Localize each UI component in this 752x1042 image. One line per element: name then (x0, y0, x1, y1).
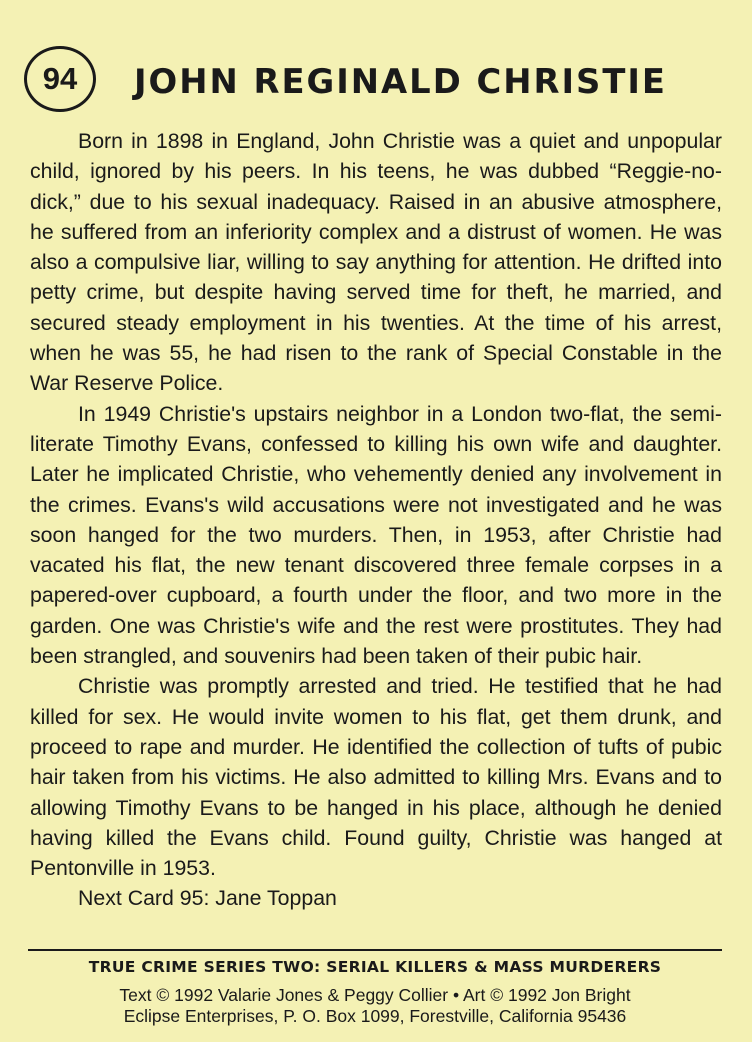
card-number: 94 (42, 61, 78, 96)
credits-line-2: Eclipse Enterprises, P. O. Box 1099, Forestville, California 95436 (123, 1006, 627, 1026)
paragraph-2: In 1949 Christie's upstairs neighbor in a London two-flat, the semi-literate Timothy Evans, confessed to killing his own wife and daughter. Later he implicated Christie, who vehemently denied any involvement in the crimes. Evans's wild accusations were not investigated and he was soon hanged for the two murders. Then, in 1953, after Christie had vacated his flat, the new tenant discovered three female corpses in a papered-over cupboard, a fourth under the floor, and two more in the garden. One was Christie's wife and the rest were prostitutes. They had been strangled, and souvenirs had been taken of their pubic hair. (30, 401, 722, 669)
credits (28, 985, 722, 1027)
next-card-note: Next Card 95: Jane Toppan (78, 886, 337, 911)
credits-line-1: Text © 1992 Valarie Jones & Peggy Collier • Art © 1992 Jon Bright (119, 985, 631, 1005)
footer-divider (28, 949, 722, 951)
paragraph-1: Born in 1898 in England, John Christie was a quiet and unpopular child, ignored by his peers. In his teens, he was dubbed “Reggie-no-dick,” due to his sexual inadequacy. Raised in an abusive atmosphere, he suffered from an inferiority complex and a distrust of women. He was also a compulsive liar, willing to say anything for attention. He drifted into petty crime, but despite having served time for theft, he married, and secured steady employment in his twenties. At the time of his arrest, when he was 55, he had risen to the rank of Special Constable in the War Reserve Police. (30, 129, 722, 396)
card-body (30, 126, 722, 914)
series-title: TRUE CRIME SERIES TWO: SERIAL KILLERS & MASS MURDERERS (88, 958, 662, 976)
card-number-badge (24, 46, 96, 112)
paragraph-3: Christie was promptly arrested and tried. He testified that he had killed for sex. He would invite women to his flat, get them drunk, and proceed to rape and murder. He identified the collection of tufts of pubic hair taken from his victims. He also admitted to killing Mrs. Evans and to allowing Timothy Evans to be hanged in his place, although he denied having killed the Evans child. Found guilty, Christie was hanged at Pentonville in 1953. (30, 674, 722, 881)
card-title: JOHN REGINALD CHRISTIE (134, 62, 667, 102)
